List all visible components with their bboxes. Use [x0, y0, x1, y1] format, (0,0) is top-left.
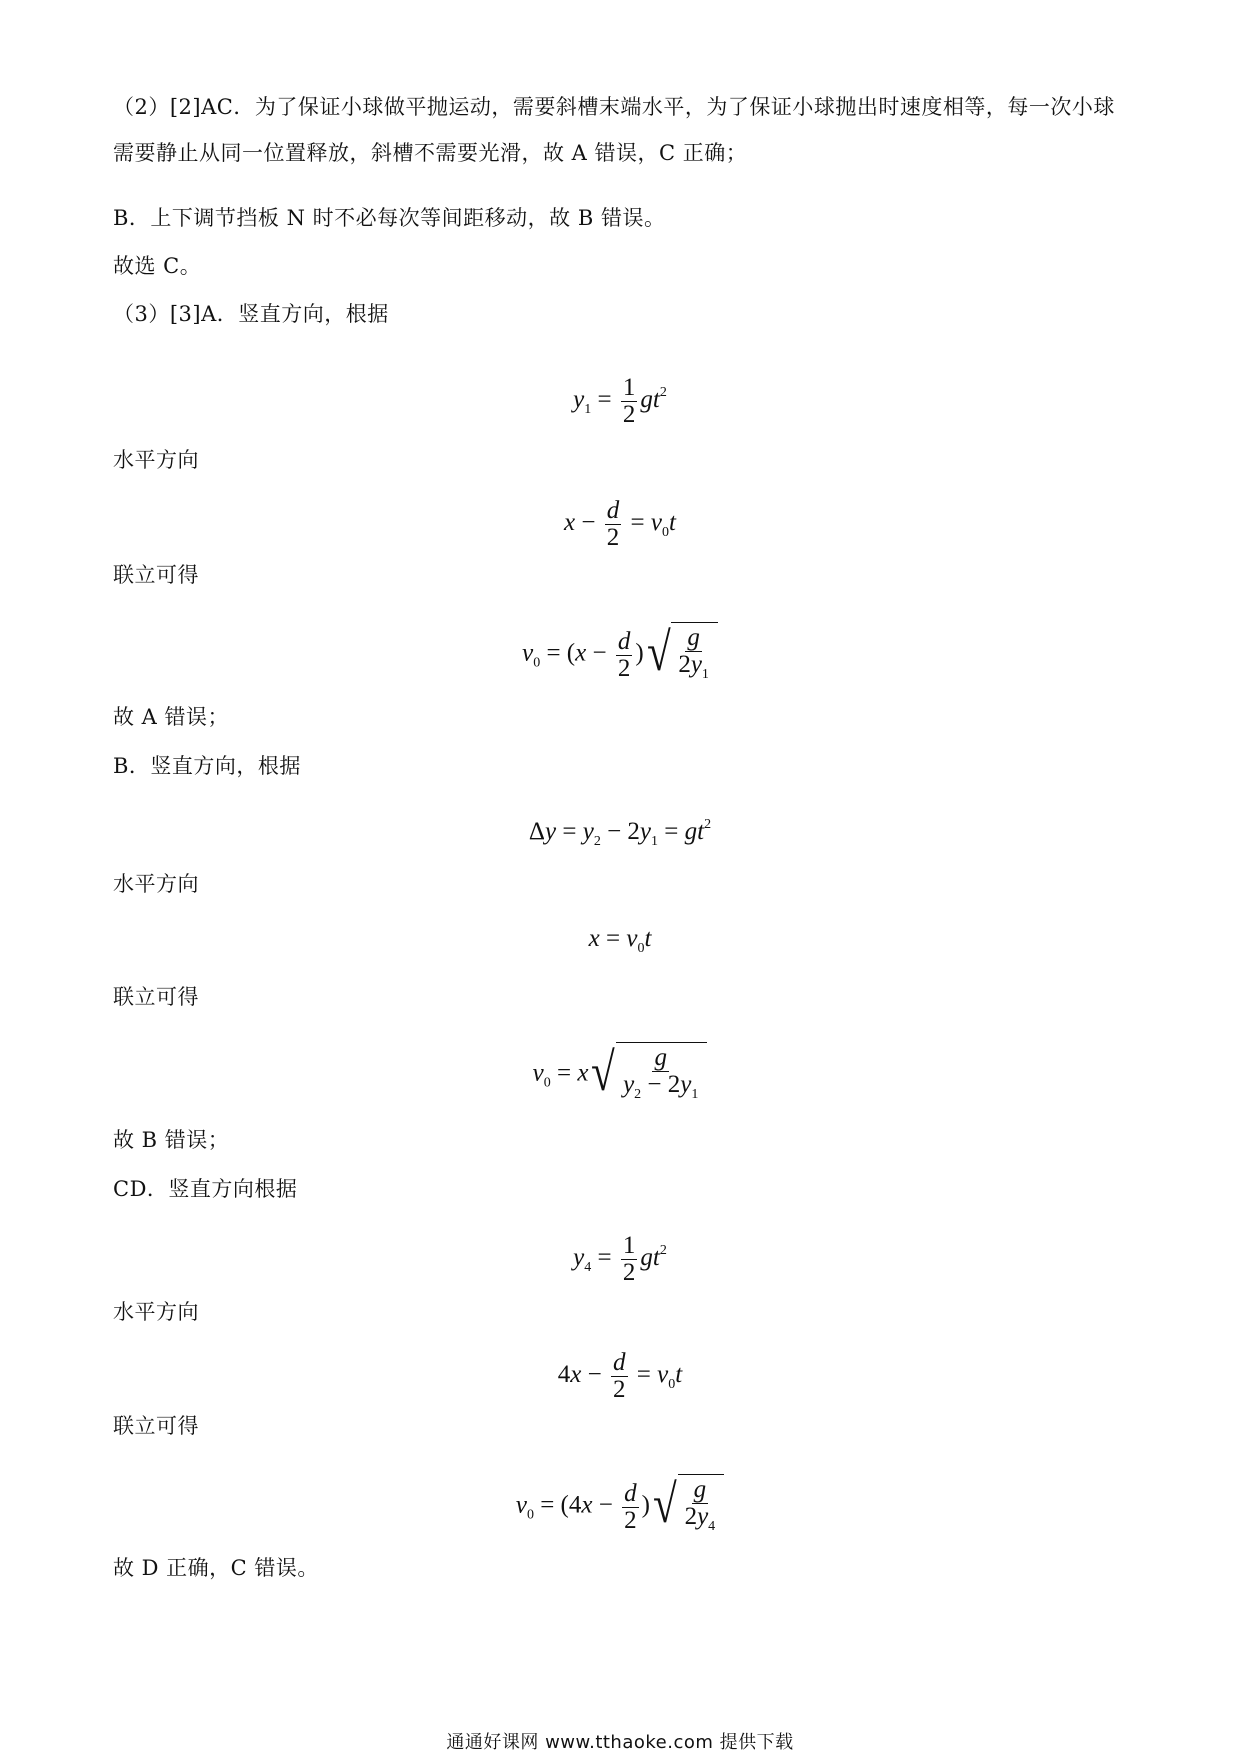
text-line: B．上下调节挡板 N 时不必每次等间距移动，故 B 错误。 — [113, 206, 666, 230]
equation-v0-c: $v_0 = (4x$ − $\frac{d}{2}$ ) √ $\frac{g}{2y_4}$ — [0, 1474, 1240, 1540]
text-line: 故选 C。 — [113, 254, 202, 278]
text-line: （3）[3]A．竖直方向，根据 — [113, 302, 389, 326]
text-line: 联立可得 — [113, 1414, 199, 1438]
equation-horizontal-2: $x = v_0t$ — [588, 925, 652, 956]
page-footer: 通通好课网 www.tthaoke.com 提供下载 — [446, 1732, 794, 1753]
text-line: 故 B 错误； — [113, 1128, 230, 1152]
equation-horizontal-1: x − $\frac{d}{2}$ = $v_0t$ — [564, 497, 676, 551]
equation-delta-y: $\Delta y = y_2 - 2y_1 = gt^2$ — [528, 817, 712, 849]
text-line: 水平方向 — [113, 1300, 199, 1324]
equation-y1: $y_1$ = $\frac{1}{2}$ $gt^2$ — [573, 374, 667, 428]
equation-v0-a: $v_0 = (x$ − $\frac{d}{2}$ ) √ $\frac{g}{2y_1}$ — [0, 622, 1240, 688]
text-line: （2）[2]AC．为了保证小球做平抛运动，需要斜槽末端水平，为了保证小球抛出时速度相等，每一次小球 — [113, 95, 1115, 119]
text-line: 联立可得 — [113, 563, 199, 587]
text-line: 水平方向 — [113, 872, 199, 896]
text-line: CD．竖直方向根据 — [113, 1177, 298, 1201]
equation-v0-b: $v_0 = x$ √ $\frac{g}{y_2 - 2y_1}$ — [0, 1042, 1240, 1108]
text-line: B．竖直方向，根据 — [113, 754, 301, 778]
text-line: 故 A 错误； — [113, 705, 230, 729]
equation-y4: $y_4$ = $\frac{1}{2}$ $gt^2$ — [573, 1232, 667, 1286]
text-line: 故 D 正确，C 错误。 — [113, 1556, 319, 1580]
equation-horizontal-3: 4x − $\frac{d}{2}$ = $v_0t$ — [557, 1349, 683, 1403]
text-line: 需要静止从同一位置释放，斜槽不需要光滑，故 A 错误，C 正确； — [113, 141, 748, 165]
text-line: 水平方向 — [113, 448, 199, 472]
text-line: 联立可得 — [113, 985, 199, 1009]
